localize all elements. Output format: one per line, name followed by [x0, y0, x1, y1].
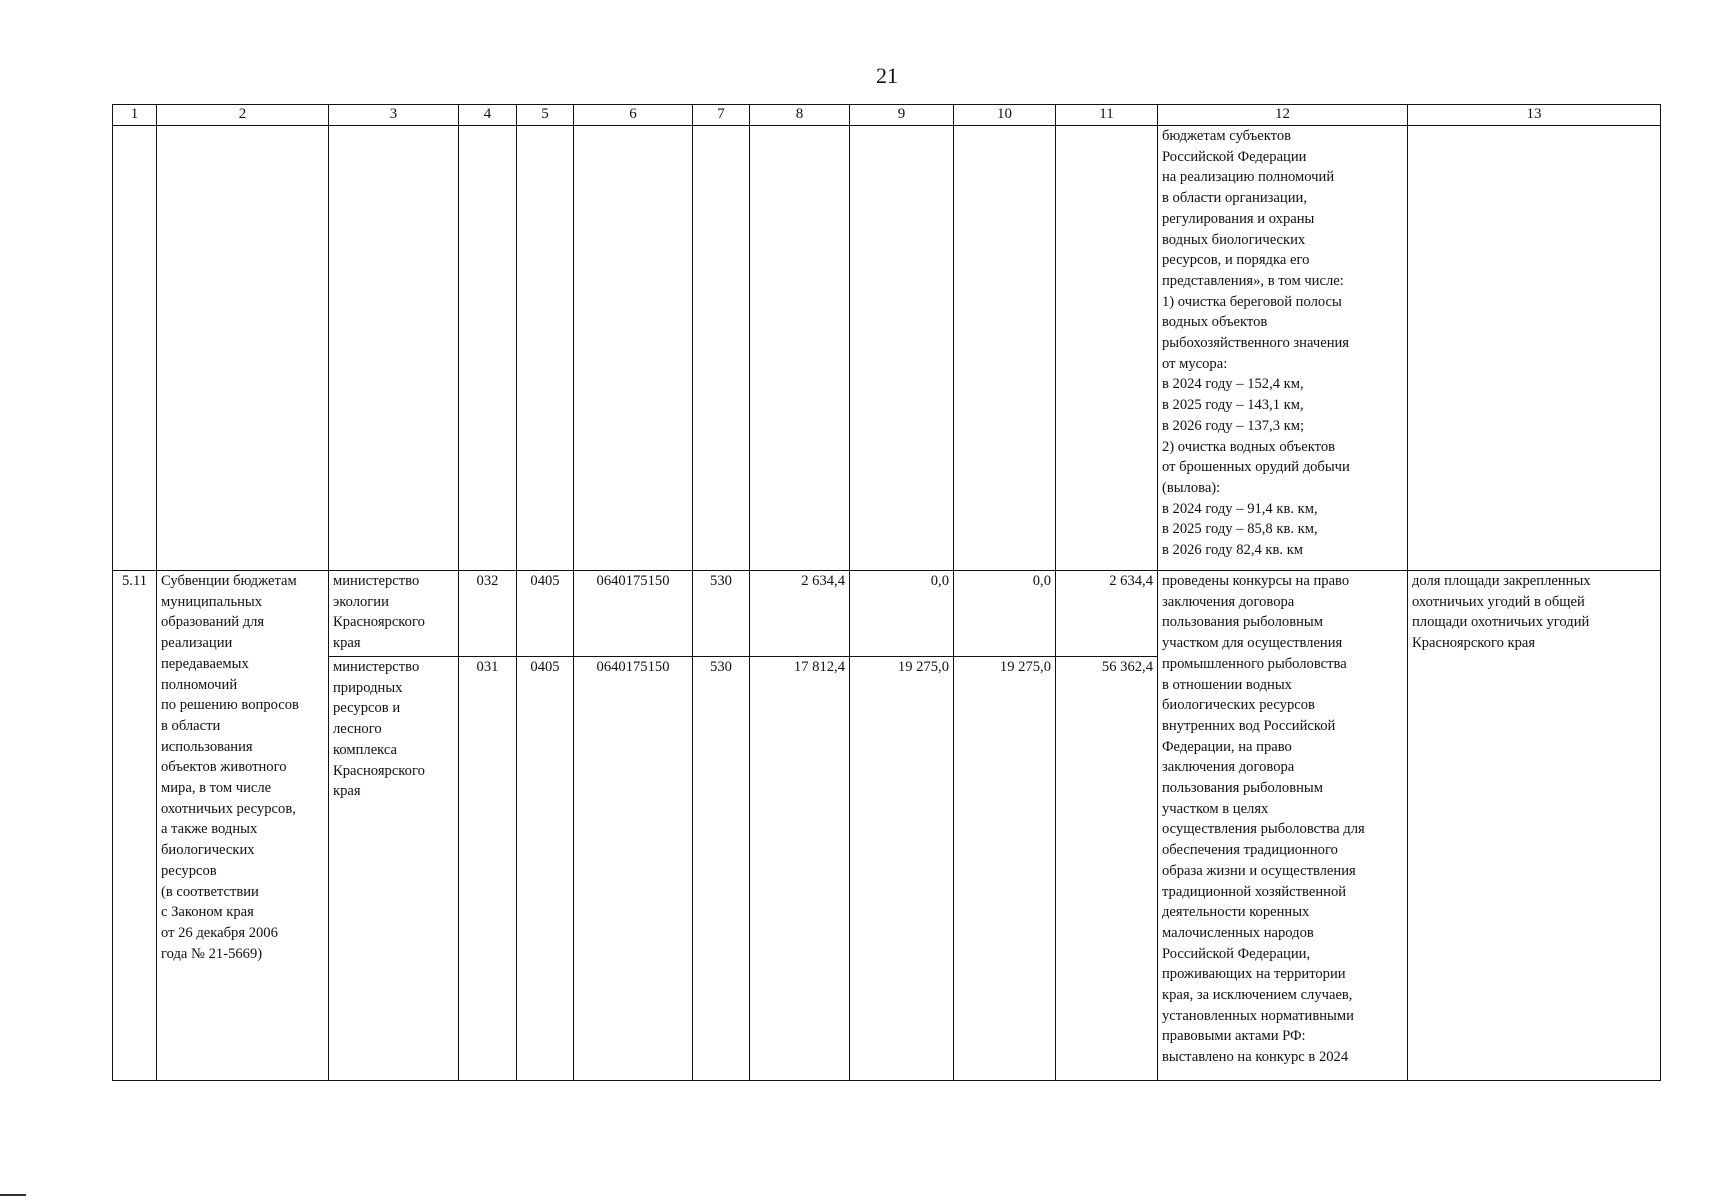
continuation-row: [113, 126, 1661, 571]
column-number: 8: [750, 105, 850, 126]
text-line: охотничьих угодий в общей: [1412, 593, 1585, 610]
column-number: 11: [1056, 105, 1158, 126]
text-line: в 2025 году – 85,8 кв. км,: [1162, 521, 1318, 538]
text-line: деятельности коренных: [1162, 904, 1310, 921]
indicator: [1408, 571, 1661, 1081]
measure-name: [157, 571, 329, 1081]
text-line: с Законом края: [161, 904, 254, 921]
text-line: 1) очистка береговой полосы: [1162, 293, 1342, 310]
text-line: водных объектов: [1162, 314, 1268, 331]
column-number: 6: [574, 105, 693, 126]
text-line: (вылова):: [1162, 479, 1221, 496]
text-line: заключения договора: [1162, 593, 1295, 610]
text-line: участком для осуществления: [1162, 635, 1343, 652]
text-line: на реализацию полномочий: [1162, 169, 1335, 186]
text-line: проведены конкурсы на право: [1162, 573, 1350, 589]
amount-2025: 0,0: [850, 571, 954, 657]
column-number: 5: [517, 105, 574, 126]
text-line: министерство: [333, 659, 420, 675]
text-line: министерство: [333, 573, 420, 589]
text-line: передаваемых: [161, 655, 249, 672]
text-line: Красноярского края: [1412, 635, 1536, 652]
program-table: [112, 104, 1661, 1081]
target-article-code: 0640175150: [574, 571, 693, 657]
amount-2024: 2 634,4: [750, 571, 850, 657]
text-line: Красноярского: [333, 762, 425, 779]
text-line: малочисленных народов: [1162, 924, 1314, 941]
amount-2026: 0,0: [954, 571, 1056, 657]
text-line: в области: [161, 717, 221, 734]
responsible-agency: [329, 571, 459, 657]
target-article-code: 0640175150: [574, 657, 693, 1081]
text-line: а также водных: [161, 821, 258, 838]
text-line: бюджетам субъектов: [1162, 128, 1292, 144]
text-line: в 2024 году – 152,4 км,: [1162, 376, 1304, 393]
responsible-agency: [329, 657, 459, 1081]
text-line: заключения договора: [1162, 759, 1295, 776]
text-line: охотничьих ресурсов,: [161, 800, 296, 817]
text-line: образований для: [161, 614, 265, 631]
text-line: от брошенных орудий добычи: [1162, 459, 1350, 476]
text-line: промышленного рыболовства: [1162, 655, 1347, 672]
text-line: традиционной хозяйственной: [1162, 883, 1347, 900]
text-line: Красноярского: [333, 614, 425, 631]
text-line: использования: [161, 738, 253, 755]
text-line: года № 21-5669): [161, 945, 263, 962]
column-number-row: [113, 105, 1661, 126]
text-line: осуществления рыболовства для: [1162, 821, 1365, 838]
text-line: в области организации,: [1162, 190, 1307, 207]
column-number: 7: [693, 105, 750, 126]
column-number: 1: [113, 105, 157, 126]
text-line: в 2026 году 82,4 кв. км: [1162, 542, 1304, 559]
column-number: 4: [459, 105, 517, 126]
text-line: от мусора:: [1162, 355, 1228, 372]
expected-result: [1158, 571, 1408, 1081]
text-line: пользования рыболовным: [1162, 614, 1323, 631]
section-code: 0405: [517, 657, 574, 1081]
amount-2025: 19 275,0: [850, 657, 954, 1081]
text-line: 2) очистка водных объектов: [1162, 438, 1336, 455]
result-description-continued: [1158, 126, 1408, 571]
column-number: 9: [850, 105, 954, 126]
text-line: края, за исключением случаев,: [1162, 987, 1353, 1004]
text-line: Субвенции бюджетам: [161, 573, 297, 589]
expense-type-code: 530: [693, 571, 750, 657]
column-number: 2: [157, 105, 329, 126]
text-line: мира, в том числе: [161, 780, 272, 797]
text-line: природных: [333, 679, 403, 696]
text-line: рыбохозяйственного значения: [1162, 335, 1350, 352]
text-line: водных биологических: [1162, 231, 1306, 248]
text-line: участком в целях: [1162, 800, 1269, 817]
text-line: образа жизни и осуществления: [1162, 862, 1356, 879]
text-line: пользования рыболовным: [1162, 780, 1323, 797]
column-number: 13: [1408, 105, 1661, 126]
text-line: края: [333, 783, 361, 800]
page-number: 21: [876, 63, 898, 88]
scan-mark: [0, 1194, 26, 1196]
text-line: ресурсов и: [333, 700, 401, 717]
text-line: Российской Федерации,: [1162, 945, 1311, 962]
text-line: установленных нормативными: [1162, 1007, 1354, 1024]
text-line: представления», в том числе:: [1162, 272, 1344, 289]
text-line: Федерации, на право: [1162, 738, 1292, 755]
text-line: внутренних вод Российской: [1162, 717, 1336, 734]
grbs-code: 032: [459, 571, 517, 657]
text-line: биологических: [161, 842, 255, 859]
text-line: реализации: [161, 635, 233, 652]
amount-2026: 19 275,0: [954, 657, 1056, 1081]
expense-type-code: 530: [693, 657, 750, 1081]
text-line: обеспечения традиционного: [1162, 842, 1338, 859]
section-code: 0405: [517, 571, 574, 657]
text-line: правовыми актами РФ:: [1162, 1028, 1306, 1045]
text-line: в 2024 году – 91,4 кв. км,: [1162, 500, 1318, 517]
text-line: от 26 декабря 2006: [161, 924, 278, 941]
text-line: Российской Федерации: [1162, 148, 1307, 165]
amount-total: 56 362,4: [1056, 657, 1158, 1081]
amount-total: 2 634,4: [1056, 571, 1158, 657]
column-number: 3: [329, 105, 459, 126]
text-line: ресурсов: [161, 862, 217, 879]
text-line: (в соответствии: [161, 883, 259, 900]
text-line: площади охотничьих угодий: [1412, 614, 1590, 631]
text-line: в отношении водных: [1162, 676, 1292, 693]
grbs-code: 031: [459, 657, 517, 1081]
row-number: 5.11: [113, 571, 157, 1081]
text-line: полномочий: [161, 676, 238, 693]
text-line: лесного: [333, 721, 382, 738]
text-line: доля площади закрепленных: [1412, 573, 1591, 589]
text-line: биологических ресурсов: [1162, 697, 1315, 714]
text-line: ресурсов, и порядка его: [1162, 252, 1310, 269]
text-line: комплекса: [333, 741, 398, 758]
text-line: экологии: [333, 593, 389, 610]
text-line: объектов животного: [161, 759, 287, 776]
text-line: проживающих на территории: [1162, 966, 1346, 983]
text-line: края: [333, 635, 361, 652]
text-line: в 2025 году – 143,1 км,: [1162, 397, 1304, 414]
text-line: в 2026 году – 137,3 км;: [1162, 417, 1305, 434]
table-row: [113, 571, 1661, 657]
text-line: по решению вопросов: [161, 697, 299, 714]
text-line: выставлено на конкурс в 2024: [1162, 1049, 1349, 1066]
column-number: 12: [1158, 105, 1408, 126]
text-line: муниципальных: [161, 593, 263, 610]
amount-2024: 17 812,4: [750, 657, 850, 1081]
column-number: 10: [954, 105, 1056, 126]
text-line: регулирования и охраны: [1162, 210, 1315, 227]
